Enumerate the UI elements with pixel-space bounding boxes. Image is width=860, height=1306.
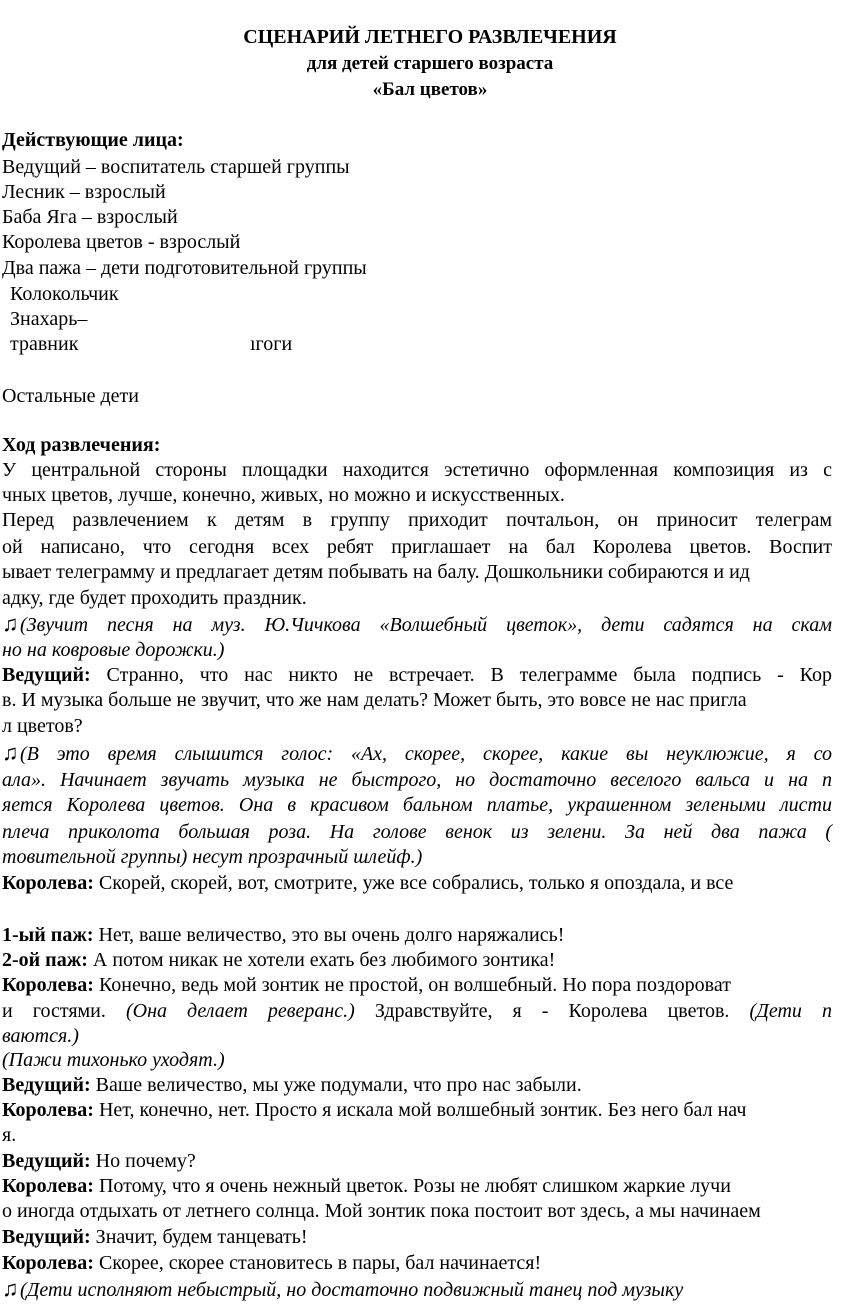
dialogue-text: Здравствуйте, я - Королева цветов. xyxy=(354,1000,750,1022)
cast-item: травник xyxy=(10,333,79,355)
stage-direction-line xyxy=(2,1277,683,1302)
dialogue-line xyxy=(2,1149,196,1173)
cast-item: Знахарь– xyxy=(10,308,88,330)
stage-direction-text: (Звучит песня на муз. Ю.Чичкова «Волшебный цветок», дети садятся на скам xyxy=(20,614,832,636)
speaker-label: Королева: xyxy=(2,872,94,894)
speaker-label: Королева: xyxy=(2,1099,94,1121)
speaker-label: Королева: xyxy=(2,1252,94,1274)
stage-direction-text: (В это время слышится голос: «Ах, скорее, скорее, какие вы неуклюжие, я со xyxy=(20,743,832,765)
stage-direction-line: ваются.) xyxy=(2,1025,79,1047)
music-note-icon: ♫ xyxy=(2,611,19,636)
dialogue-text: Нет, конечно, нет. Просто я искала мой волшебный зонтик. Без него бал нач xyxy=(93,1099,747,1121)
speaker-label: Королева: xyxy=(2,1175,94,1197)
stage-direction-line xyxy=(2,612,832,637)
paragraph-line: ой написано, что сегодня всех ребят приглашает на бал Королева цветов. Воспит xyxy=(2,536,832,558)
cast-heading: Действующие лица: xyxy=(2,129,184,151)
dialogue-line xyxy=(2,1225,308,1249)
music-note-icon: ♫ xyxy=(2,740,19,765)
dialogue-text: Скорее, скорее становитесь в пары, бал начинается! xyxy=(93,1252,542,1274)
cast-item: Королева цветов - взрослый xyxy=(2,231,241,253)
cast-item: Лесник – взрослый xyxy=(2,181,166,203)
dialogue-text: и гостями. xyxy=(2,1000,126,1022)
dialogue-line xyxy=(2,1174,731,1198)
course-heading: Ход развлечения: xyxy=(2,434,161,456)
speaker-label: Ведущий: xyxy=(2,1074,91,1096)
cast-item: Остальные дети xyxy=(2,385,139,407)
dialogue-line xyxy=(2,871,733,895)
speaker-label: Ведущий: xyxy=(2,1150,91,1172)
dialogue-line: л цветов? xyxy=(2,715,83,737)
stage-direction-line xyxy=(2,741,832,766)
speaker-label: 1-ый паж: xyxy=(2,924,94,946)
dialogue-text: Скорей, скорей, вот, смотрите, уже все собрались, только я опоздала, и все xyxy=(93,872,734,894)
dialogue-line xyxy=(2,663,832,687)
dialogue-line: в. И музыка больше не звучит, что же нам делать? Может быть, это вовсе не нас пригла xyxy=(2,689,747,711)
paragraph-line: Перед развлечением к детям в группу приходит почтальон, он приносит телеграм xyxy=(2,509,832,531)
event-name: «Бал цветов» xyxy=(372,79,488,100)
speaker-label: 2-ой паж: xyxy=(2,949,88,971)
dialogue-line: я. xyxy=(2,1124,17,1146)
dialogue-text: Нет, ваше величество, это вы очень долго наряжались! xyxy=(93,924,565,946)
dialogue-line xyxy=(2,999,832,1023)
dialogue-line xyxy=(2,948,555,972)
dialogue-line xyxy=(2,1098,746,1122)
stage-direction-line: товительной группы) несут прозрачный шлейф.) xyxy=(2,846,423,868)
cast-item-fragment: ıгоги xyxy=(250,333,293,355)
dialogue-text: Но почему? xyxy=(90,1150,196,1172)
dialogue-text: Ваше величество, мы уже подумали, что про нас забыли. xyxy=(90,1074,582,1096)
document-title: СЦЕНАРИЙ ЛЕТНЕГО РАЗВЛЕЧЕНИЯ xyxy=(243,26,617,48)
dialogue-text: А потом никак не хотели ехать без любимого зонтика! xyxy=(87,949,556,971)
cast-item: Колокольчик xyxy=(10,283,119,305)
document-subtitle: для детей старшего возраста xyxy=(306,53,554,74)
stage-direction-line: но на ковровые дорожки.) xyxy=(2,639,225,661)
dialogue-text: Потому, что я очень нежный цветок. Розы не любят слишком жаркие лучи xyxy=(93,1175,731,1197)
speaker-label: Королева: xyxy=(2,974,94,996)
stage-direction-text: (Она делает реверанс.) xyxy=(125,1000,355,1022)
stage-direction-text: (Дети п xyxy=(749,1000,832,1022)
dialogue-line: о иногда отдыхать от летнего солнца. Мой зонтик пока постоит вот здесь, а мы начинаем xyxy=(2,1200,761,1222)
stage-direction-line: ала». Начинает звучать музыка не быстрого, но достаточно веселого вальса и на п xyxy=(2,769,832,791)
dialogue-text: Конечно, ведь мой зонтик не простой, он волшебный. Но пора поздороват xyxy=(93,974,731,996)
cast-item: Ведущий – воспитатель старшей группы xyxy=(2,156,350,178)
paragraph-line: У центральной стороны площадки находится эстетично оформленная композиция из с xyxy=(2,459,832,481)
paragraph-line: адку, где будет проходить праздник. xyxy=(2,587,307,609)
dialogue-line xyxy=(2,923,564,947)
dialogue-line xyxy=(2,1073,582,1097)
paragraph-line: ывает телеграмму и предлагает детям побывать на балу. Дошкольники собираются и ид xyxy=(2,561,750,583)
cast-item: Баба Яга – взрослый xyxy=(2,206,178,228)
paragraph-line: чных цветов, лучше, конечно, живых, но можно и искусственных. xyxy=(2,484,565,506)
dialogue-line xyxy=(2,973,731,997)
stage-direction-line: плеча приколота большая роза. На голове венок из зелени. За ней два пажа ( xyxy=(2,821,832,843)
dialogue-text: Значит, будем танцевать! xyxy=(90,1226,308,1248)
speaker-label: Ведущий: xyxy=(2,664,91,686)
dialogue-text: Странно, что нас никто не встречает. В телеграмме была подпись - Кор xyxy=(90,664,832,686)
cast-item: Два пажа – дети подготовительной группы xyxy=(2,257,367,279)
dialogue-line xyxy=(2,1251,541,1275)
speaker-label: Ведущий: xyxy=(2,1226,91,1248)
stage-direction-line: (Пажи тихонько уходят.) xyxy=(2,1049,225,1071)
stage-direction-text: (Дети исполняют небыстрый, но достаточно подвижный танец под музыку xyxy=(20,1279,684,1301)
stage-direction-line: яется Королева цветов. Она в красивом бальном платье, украшенном зелеными листи xyxy=(2,794,832,816)
music-note-icon: ♫ xyxy=(2,1276,19,1301)
